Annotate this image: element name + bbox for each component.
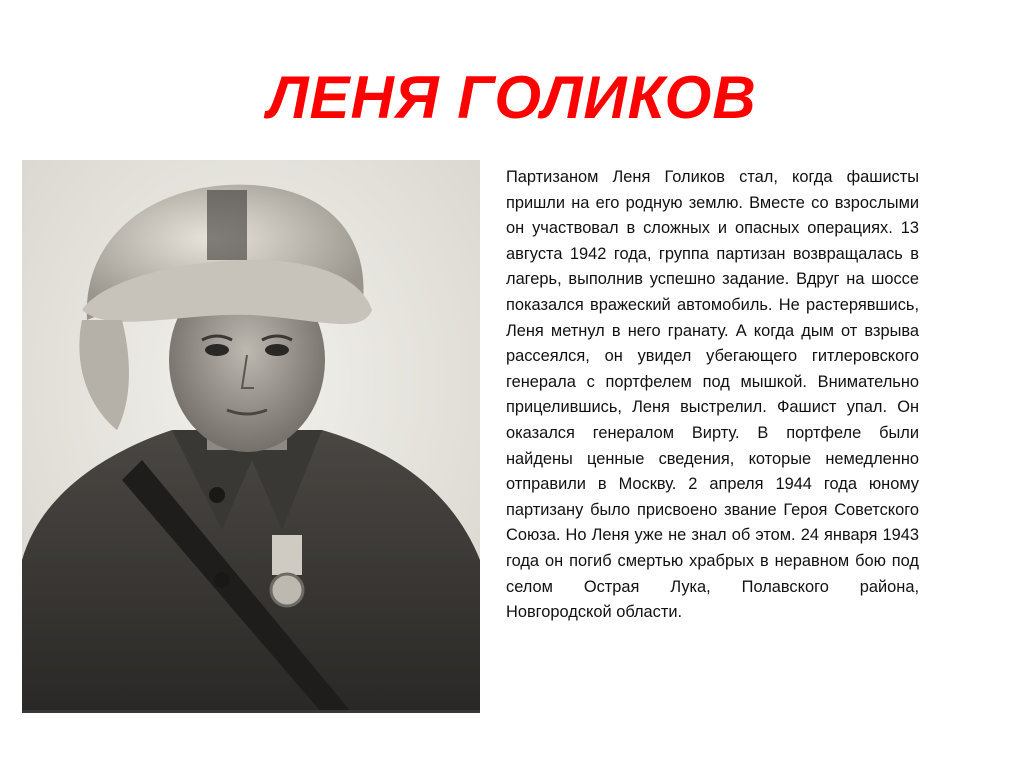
slide-title: ЛЕНЯ ГОЛИКОВ <box>267 64 757 131</box>
biography-text: Партизаном Леня Голиков стал, когда фашисты пришли на его родную землю. Вместе со взрослыми он участвовал в сложных и опасных операциях. 13 августа 1942 года, группа партизан возвращалась в лагерь, выполнив успешно задание. Вдруг на шоссе показался вражеский автомобиль. Не растерявшись, Леня метнул в него гранату. А когда дым от взрыва рассеялся, он увидел убегающего гитлеровского генерала с портфелем под мышкой. Внимательно прицелившись, Леня выстрелил. Фашист упал. Он оказался генералом Вирту. В портфеле были найдены ценные сведения, которые немедленно отправили в Москву. 2 апреля 1944 года юному партизану было присвоено звание Героя Советского Союза. Но Леня уже не знал об этом. 24 января 1943 года он погиб смертью храбрых в неравном бою под селом Острая Лука, Полавского района, Новгородской области. <box>506 168 919 622</box>
portrait-illustration <box>22 160 480 713</box>
portrait-photo <box>22 160 480 713</box>
